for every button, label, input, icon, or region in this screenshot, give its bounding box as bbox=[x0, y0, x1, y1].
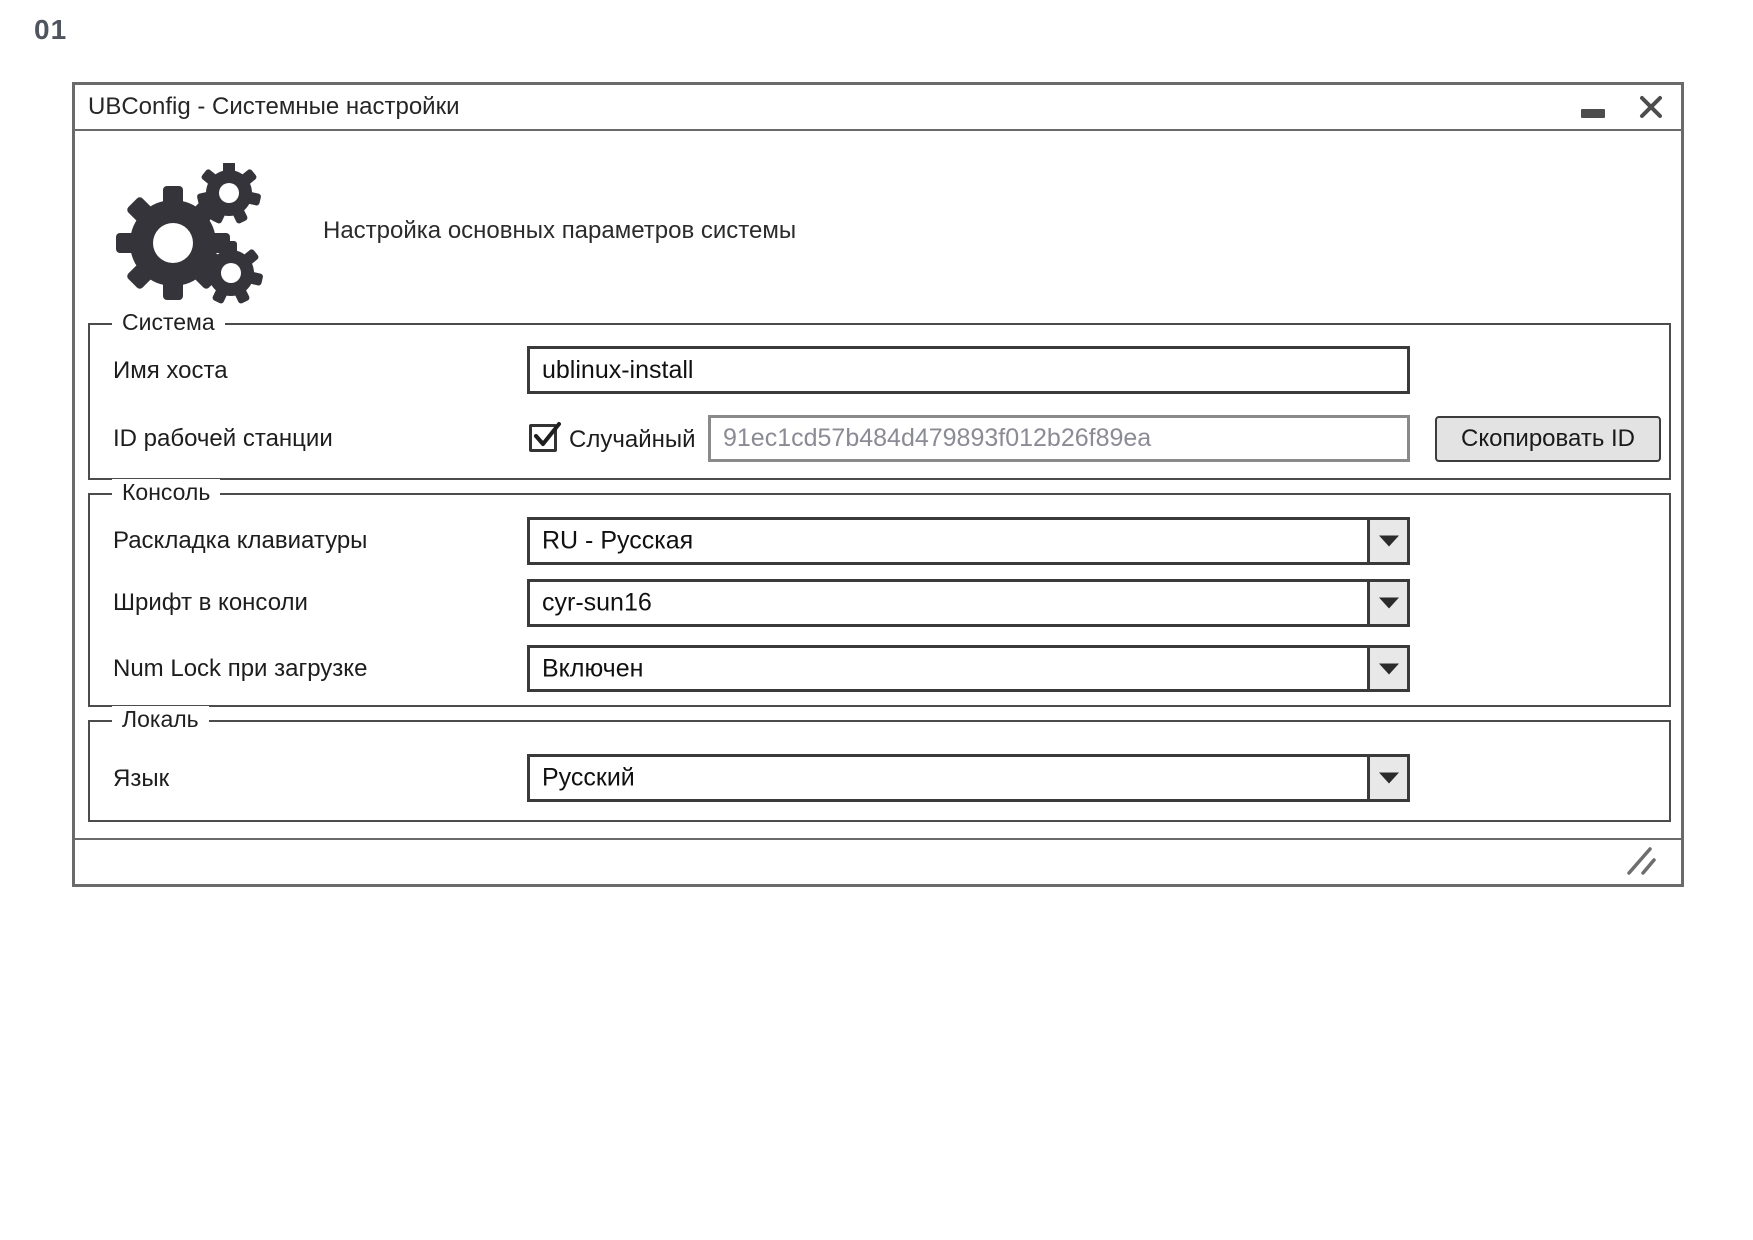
group-system-legend: Система bbox=[112, 309, 225, 336]
group-console-legend: Консоль bbox=[112, 479, 220, 506]
hostname-input[interactable] bbox=[527, 346, 1410, 394]
window-title: UBConfig - Системные настройки bbox=[88, 93, 460, 120]
chevron-down-icon[interactable] bbox=[1367, 648, 1407, 689]
random-id-checkbox-label[interactable]: Случайный bbox=[569, 426, 696, 453]
ubconfig-window bbox=[72, 82, 1684, 887]
gears-icon bbox=[115, 163, 267, 311]
station-id-input[interactable] bbox=[708, 415, 1410, 462]
language-select[interactable] bbox=[527, 754, 1410, 802]
random-id-checkbox[interactable] bbox=[529, 424, 557, 452]
console-font-select[interactable] bbox=[527, 579, 1410, 627]
window-titlebar[interactable] bbox=[75, 85, 1681, 131]
group-locale-legend: Локаль bbox=[112, 706, 209, 733]
chevron-down-icon[interactable] bbox=[1367, 582, 1407, 624]
language-label: Язык bbox=[113, 765, 170, 792]
numlock-value: Включен bbox=[542, 654, 644, 682]
console-font-value: cyr-sun16 bbox=[542, 588, 652, 617]
keyboard-layout-label: Раскладка клавиатуры bbox=[113, 527, 368, 554]
resize-grip-icon[interactable] bbox=[1623, 844, 1659, 878]
console-font-label: Шрифт в консоли bbox=[113, 589, 308, 616]
copy-id-button[interactable]: Скопировать ID bbox=[1435, 416, 1661, 462]
numlock-label: Num Lock при загрузке bbox=[113, 655, 368, 682]
minimize-icon[interactable] bbox=[1581, 109, 1605, 118]
chevron-down-icon[interactable] bbox=[1367, 520, 1407, 562]
figure-label: 01 bbox=[34, 14, 68, 45]
chevron-down-icon[interactable] bbox=[1367, 757, 1407, 799]
close-icon[interactable] bbox=[1637, 93, 1665, 121]
check-icon bbox=[530, 418, 564, 452]
hostname-label: Имя хоста bbox=[113, 357, 228, 384]
window-subtitle: Настройка основных параметров системы bbox=[323, 217, 797, 244]
keyboard-layout-select[interactable] bbox=[527, 517, 1410, 565]
station-id-label: ID рабочей станции bbox=[113, 425, 333, 452]
numlock-select[interactable] bbox=[527, 645, 1410, 692]
status-bar bbox=[75, 838, 1681, 884]
language-value: Русский bbox=[542, 763, 635, 792]
keyboard-layout-value: RU - Русская bbox=[542, 526, 694, 555]
